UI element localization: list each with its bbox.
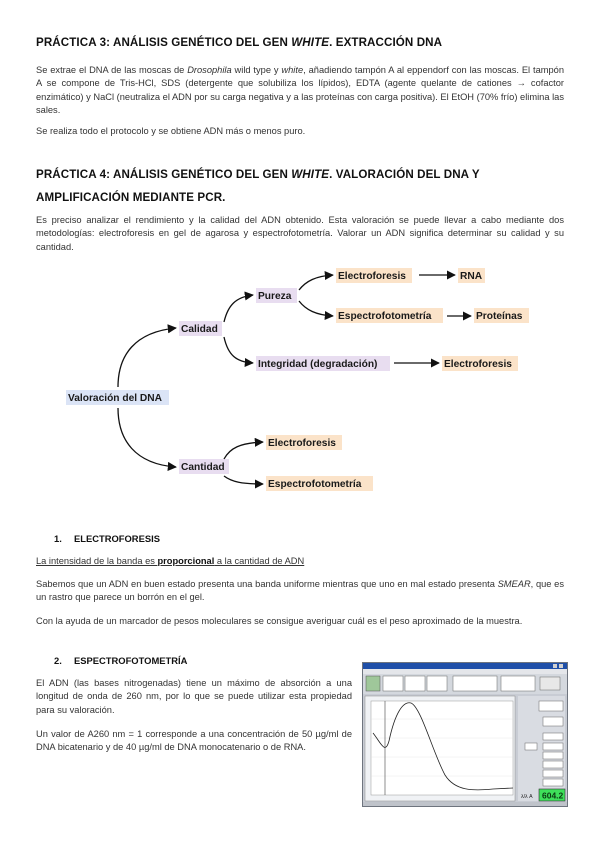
section-1-heading: 1. ELECTROFORESIS [54, 533, 160, 544]
setting-field [543, 770, 563, 777]
exit-button [540, 677, 560, 690]
section-2-heading: 2. ESPECTROFOTOMETRÍA [54, 655, 188, 666]
minimize-icon [553, 664, 557, 668]
status-bar [363, 802, 567, 806]
espectrofotometria-paragraph-1: El ADN (las bases nitrogenadas) tiene un máximo de absorción a una longitud de onda de 260 nm, por lo que se puede utilizar esta propiedad para su valoración. [36, 678, 352, 715]
proteinas-node: Proteínas [476, 311, 523, 322]
practica-4-paragraph: Es preciso analizar el rendimiento y la calidad del ADN obtenido. Esta valoración se puede llevar a cabo mediante dos metodologías: electroforesis en gel de agarosa y espectrofotometría. Valorar un ADN significa determinar su calidad y su cantidad. [36, 215, 564, 252]
setting-field [543, 752, 563, 759]
arrow-pureza-electro [299, 275, 333, 290]
electroforesis-integridad-node: Electroforesis [444, 359, 512, 370]
close-icon [559, 664, 563, 668]
pureza-node: Pureza [258, 291, 292, 302]
setting-field [543, 761, 563, 768]
setting-field [543, 717, 563, 726]
setting-field [543, 743, 563, 750]
readout-label: λ/λ A [521, 794, 533, 800]
arrow-cantidad-electro [224, 442, 263, 459]
window-titlebar [363, 663, 567, 669]
practica-3-paragraph: Se extrae el DNA de las moscas de Drosophila wild type y white, añadiendo tampón A al eppendorf con las moscas. El tampón A se compone de Tris-HCl, SDS (detergente que solubiliza los lípidos), EDTA (agente quelante de cationes → cofactor enzimático) y NaCl (neutraliza el ADN por su carga negativa y a las proteínas con carga positiva). El EtOH (70% frío) elimina las sales. [36, 65, 564, 116]
measurement-field [453, 676, 497, 691]
plot-area [371, 701, 513, 795]
electroforesis-key-line: La intensidad de la banda es proporcional a la cantidad de ADN [36, 556, 305, 566]
practica-3-conclusion: Se realiza todo el protocolo y se obtiene ADN más o menos puro. [36, 126, 306, 136]
setting-field [543, 779, 563, 786]
integridad-node: Integridad (degradación) [258, 359, 378, 370]
electroforesis-cantidad-node: Electroforesis [268, 438, 336, 449]
toolbar-button [405, 676, 425, 691]
readout-value: 604.2 [542, 790, 564, 801]
electroforesis-paragraph-2: Con la ayuda de un marcador de pesos moleculares se consigue averiguar cuál es el peso aproximado de la muestra. [36, 616, 523, 626]
setting-field [543, 733, 563, 740]
espectrofotometria-paragraph-2: Un valor de A260 nm = 1 corresponde a una concentración de 50 µg/ml de DNA bicatenario y de 40 µg/ml de DNA monocatenario o de RNA. [36, 729, 352, 753]
espectrofotometria-pureza-node: Espectrofotometría [338, 311, 432, 322]
electroforesis-paragraph-1: Sabemos que un ADN en buen estado presenta una banda uniforme mientras que uno en mal estado presenta SMEAR, que es un rastro que parece un borrón en el gel. [36, 579, 564, 603]
title-text: . EXTRACCIÓN DNA [329, 36, 443, 49]
title-emphasis: WHITE [291, 36, 330, 49]
menu-bar [363, 669, 567, 674]
practica-3-title [36, 36, 442, 49]
practica-4-title: PRÁCTICA 4: ANÁLISIS GENÉTICO DEL GEN WHITE. VALORACIÓN DEL DNA Y AMPLIFICACIÓN MEDIANTE PCR. [36, 168, 480, 204]
electroforesis-pureza-node: Electroforesis [338, 271, 406, 282]
rna-node: RNA [460, 271, 483, 282]
title-text: PRÁCTICA 3: ANÁLISIS GENÉTICO DEL GEN [36, 36, 292, 49]
arrow-cantidad-espectro [224, 476, 263, 484]
arrow-calidad-pureza [224, 295, 253, 322]
arrow-root-cantidad [118, 408, 176, 467]
spectrophotometer-ui [363, 663, 567, 806]
spectrophotometer-screenshot [362, 662, 568, 807]
method-field [501, 676, 535, 691]
setting-field [539, 701, 563, 711]
toolbar-button [427, 676, 447, 691]
setting-field [525, 743, 537, 750]
cantidad-node: Cantidad [181, 462, 225, 473]
arrow-root-calidad [118, 328, 176, 387]
run-icon [366, 676, 380, 691]
root-node: Valoración del DNA [68, 393, 162, 404]
toolbar-button [383, 676, 403, 691]
calidad-node: Calidad [181, 324, 218, 335]
valoracion-diagram [0, 260, 600, 500]
arrow-calidad-integridad [224, 337, 253, 363]
espectrofotometria-cantidad-node: Espectrofotometría [268, 479, 362, 490]
arrow-pureza-espectro [299, 301, 333, 316]
